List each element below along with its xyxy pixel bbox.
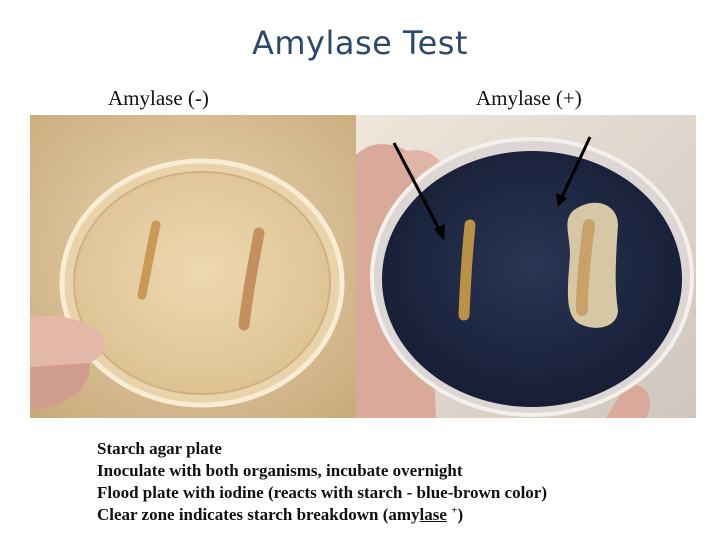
label-amylase-positive: Amylase (+) <box>476 86 582 110</box>
photo-amylase-positive <box>356 115 696 418</box>
petri-dish-positive <box>372 139 692 415</box>
photo-amylase-negative <box>30 115 356 418</box>
note-line-4-superscript: + <box>451 504 458 517</box>
note-line-3: Flood plate with iodine (reacts with starch - blue-brown color) <box>97 483 548 502</box>
note-line-4-prefix: Clear zone indicates starch breakdown (amy <box>97 505 420 524</box>
note-line-2: Inoculate with both organisms, incubate overnight <box>97 461 463 480</box>
note-line-4-underlined: lase <box>419 505 447 524</box>
label-amylase-negative: Amylase (-) <box>108 86 209 110</box>
notes-block <box>97 438 697 526</box>
clear-zone <box>567 203 618 328</box>
note-line-1: Starch agar plate <box>97 439 222 458</box>
growth-streak-negative <box>464 225 470 315</box>
slide-title: Amylase Test <box>251 24 469 62</box>
note-line-4 <box>97 504 697 526</box>
petri-dish-negative <box>62 161 342 405</box>
note-line-4-suffix: ) <box>457 505 464 524</box>
